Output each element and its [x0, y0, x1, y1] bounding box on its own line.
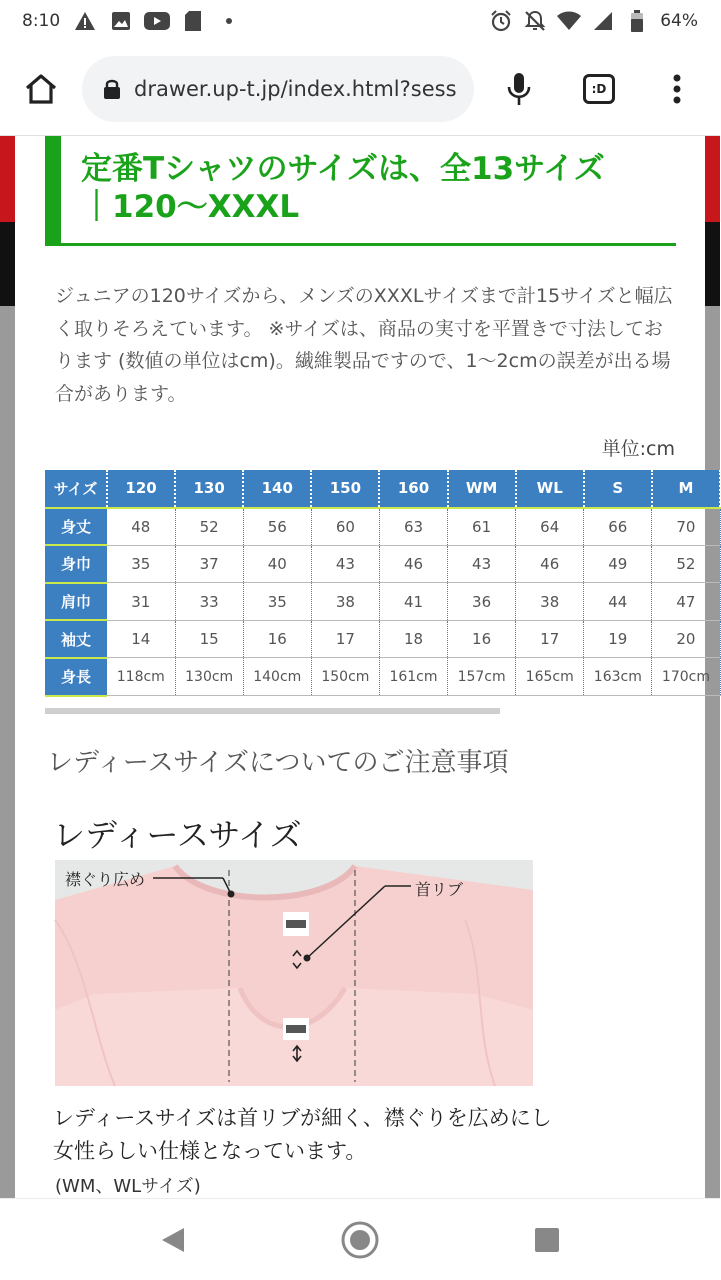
- table-cell: 163cm: [584, 658, 652, 696]
- table-cell: 17: [516, 620, 584, 658]
- row-label: 身丈: [45, 508, 107, 546]
- ladies-size-title: レディースサイズ: [53, 816, 302, 854]
- table-row: [45, 620, 720, 658]
- size-col-header: 140: [243, 470, 311, 508]
- table-cell: 157cm: [448, 658, 516, 696]
- table-cell: 18: [379, 620, 447, 658]
- section-heading: [45, 136, 676, 246]
- table-cell: 170cm: [652, 658, 720, 696]
- size-table: [45, 470, 721, 697]
- home-icon: [24, 73, 58, 105]
- size-col-header: 120: [107, 470, 175, 508]
- voice-search-button[interactable]: [474, 72, 564, 106]
- signal-icon: [592, 10, 614, 32]
- table-cell: 19: [584, 620, 652, 658]
- table-horizontal-scrollbar[interactable]: [45, 708, 500, 714]
- size-col-header: WM: [448, 470, 516, 508]
- table-cell: 41: [379, 583, 447, 621]
- table-cell: 118cm: [107, 658, 175, 696]
- table-cell: 38: [311, 583, 379, 621]
- status-time: 8:10: [22, 11, 61, 31]
- system-navigation-bar: [0, 1198, 720, 1280]
- table-cell: 43: [311, 545, 379, 583]
- table-cell: 31: [107, 583, 175, 621]
- table-cell: 16: [243, 620, 311, 658]
- table-cell: 70: [652, 508, 720, 546]
- ladies-caption-sub: (WM、WLサイズ): [55, 1176, 201, 1197]
- table-cell: 66: [584, 508, 652, 546]
- more-vert-icon: [673, 74, 681, 104]
- size-col-header: WL: [516, 470, 584, 508]
- table-cell: 35: [107, 545, 175, 583]
- table-cell: 16: [448, 620, 516, 658]
- table-cell: 38: [516, 583, 584, 621]
- table-cell: 52: [175, 508, 243, 546]
- size-col-header: S: [584, 470, 652, 508]
- unit-label: 単位:cm: [601, 438, 675, 460]
- table-cell: 37: [175, 545, 243, 583]
- left-backdrop: [0, 136, 15, 1198]
- table-cell: 33: [175, 583, 243, 621]
- youtube-icon: [146, 10, 168, 32]
- table-cell: 17: [311, 620, 379, 658]
- size-description: ジュニアの120サイズから、メンズのXXXLサイズまで計15サイズと幅広く取りそろえています。 ※サイズは、商品の実寸を平置きで寸法しております (数値の単位はcm)。繊維製品ですので、1〜2cmの誤差が出る場合があります。: [55, 285, 673, 405]
- home-button[interactable]: [0, 42, 82, 136]
- table-cell: 36: [448, 583, 516, 621]
- table-cell: 165cm: [516, 658, 584, 696]
- table-cell: 40: [243, 545, 311, 583]
- row-label: 肩巾: [45, 583, 107, 621]
- dot-icon: [218, 10, 240, 32]
- ladies-tshirt-photo: [55, 860, 533, 1086]
- back-button[interactable]: [133, 1200, 213, 1280]
- home-circle-icon: [340, 1220, 380, 1260]
- recents-square-icon: [534, 1227, 560, 1253]
- lock-icon: [104, 78, 120, 100]
- browser-toolbar: [0, 42, 720, 136]
- rib-label: 首リブ: [415, 880, 464, 899]
- table-cell: 47: [652, 583, 720, 621]
- table-cell: 56: [243, 508, 311, 546]
- size-col-header: 160: [379, 470, 447, 508]
- table-row: [45, 545, 720, 583]
- table-cell: 20: [652, 620, 720, 658]
- tab-count: :D: [583, 74, 615, 104]
- address-bar[interactable]: [82, 56, 474, 122]
- table-cell: 15: [175, 620, 243, 658]
- recents-button[interactable]: [507, 1200, 587, 1280]
- table-cell: 46: [516, 545, 584, 583]
- table-cell: 52: [652, 545, 720, 583]
- table-cell: 44: [584, 583, 652, 621]
- collar-label: 襟ぐり広め: [65, 870, 146, 889]
- size-col-header: 150: [311, 470, 379, 508]
- size-table-corner: サイズ: [45, 470, 107, 508]
- table-cell: 43: [448, 545, 516, 583]
- status-bar: [0, 0, 720, 42]
- table-cell: 61: [448, 508, 516, 546]
- table-cell: 14: [107, 620, 175, 658]
- battery-percent: 64%: [660, 11, 698, 31]
- table-cell: 46: [379, 545, 447, 583]
- ladies-notice-heading: レディースサイズについてのご注意事項: [47, 748, 509, 778]
- image-icon: [110, 10, 132, 32]
- alarm-icon: [490, 10, 512, 32]
- table-cell: 161cm: [379, 658, 447, 696]
- section-heading-line1: 定番Tシャツのサイズは、全13サイズ: [81, 151, 605, 187]
- overflow-menu-button[interactable]: [634, 74, 720, 104]
- table-cell: 63: [379, 508, 447, 546]
- table-cell: 64: [516, 508, 584, 546]
- row-label: 身長: [45, 658, 107, 696]
- table-cell: 49: [584, 545, 652, 583]
- row-label: 身巾: [45, 545, 107, 583]
- size-col-header: 130: [175, 470, 243, 508]
- warning-icon: [74, 10, 96, 32]
- size-col-header: M: [652, 470, 720, 508]
- table-cell: 140cm: [243, 658, 311, 696]
- ladies-caption: レディースサイズは首リブが細く、襟ぐりを広めにし女性らしい仕様となっています。: [53, 1106, 552, 1163]
- table-cell: 60: [311, 508, 379, 546]
- table-cell: 150cm: [311, 658, 379, 696]
- table-cell: 130cm: [175, 658, 243, 696]
- url-text: drawer.up-t.jp/index.html?sess: [134, 76, 457, 101]
- wifi-icon: [558, 10, 580, 32]
- size-table-scroller[interactable]: [45, 470, 710, 696]
- mute-icon: [524, 10, 546, 32]
- table-row: [45, 508, 720, 546]
- row-label: 袖丈: [45, 620, 107, 658]
- table-row: [45, 658, 720, 696]
- back-triangle-icon: [160, 1226, 186, 1254]
- sd-card-icon: [182, 10, 204, 32]
- home-nav-button[interactable]: [320, 1200, 400, 1280]
- battery-icon: [626, 10, 648, 32]
- section-heading-line2: ｜120〜XXXL: [81, 189, 300, 225]
- web-page[interactable]: [0, 136, 720, 1198]
- page-content: [15, 136, 710, 1198]
- table-cell: 48: [107, 508, 175, 546]
- microphone-icon: [506, 72, 532, 106]
- size-table-header-row: [45, 470, 720, 508]
- tab-switcher-button[interactable]: [564, 74, 634, 104]
- table-cell: 35: [243, 583, 311, 621]
- table-row: [45, 583, 720, 621]
